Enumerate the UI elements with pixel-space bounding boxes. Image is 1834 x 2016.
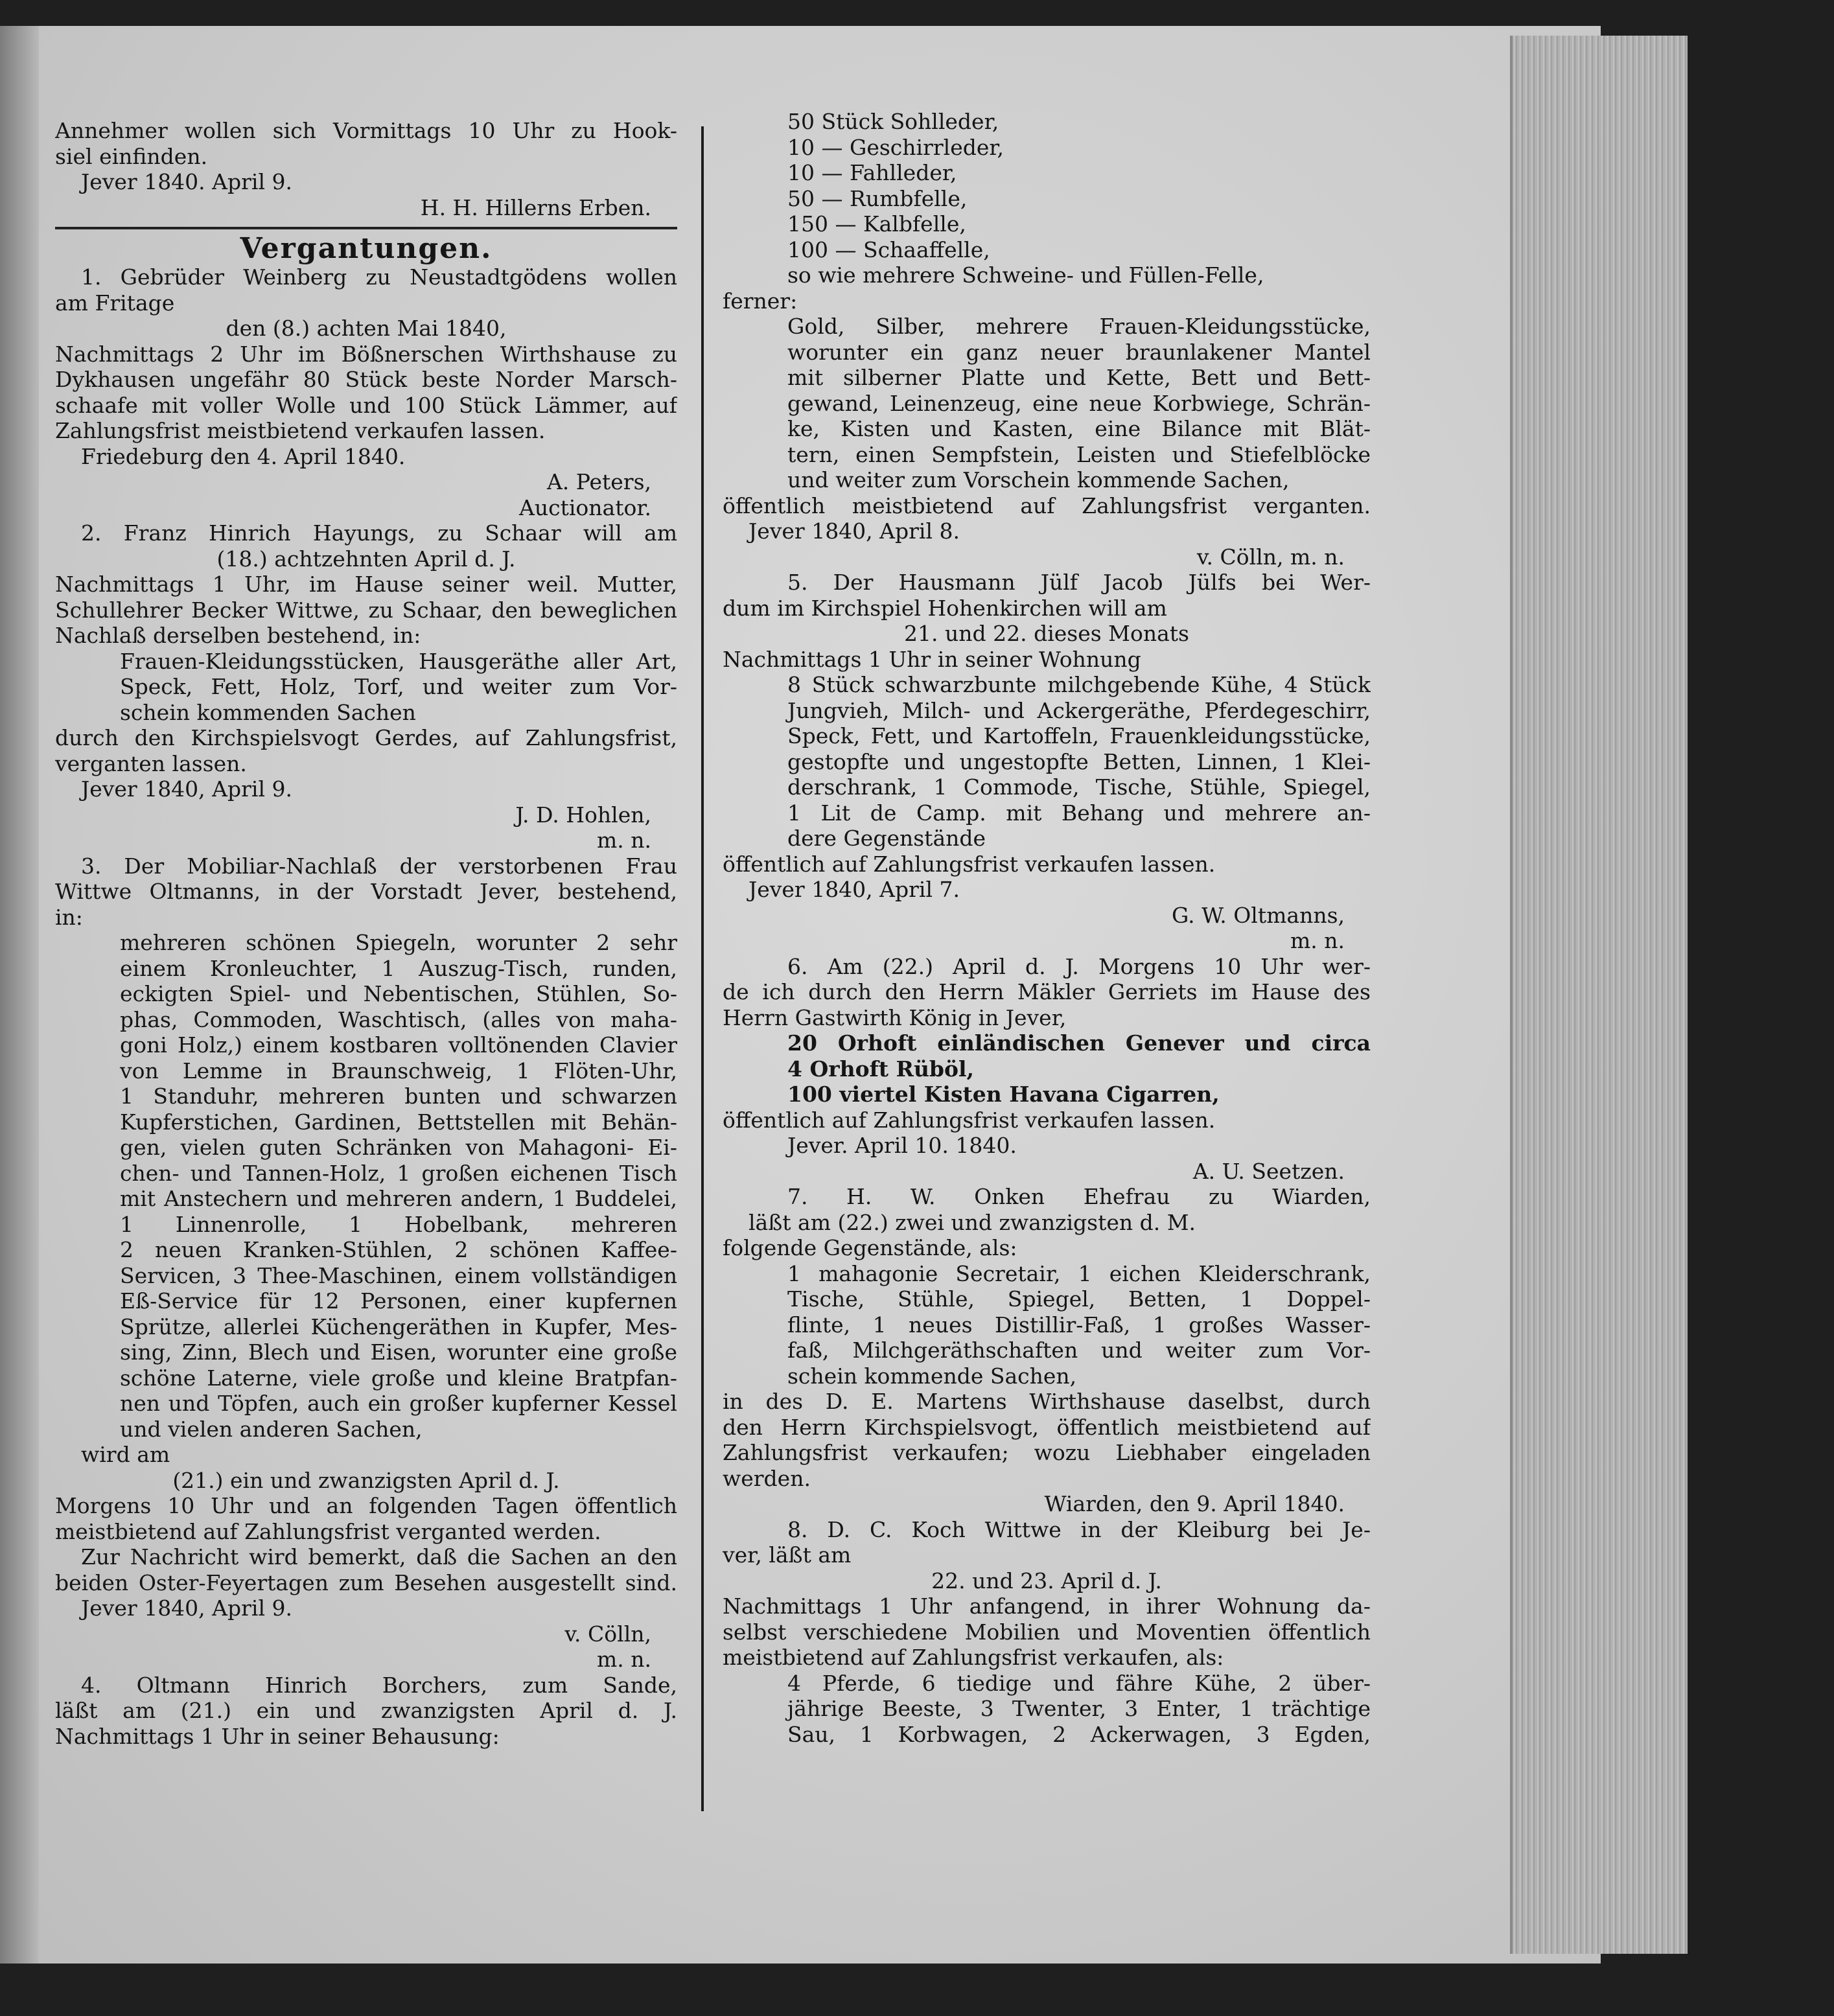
text-line: den (8.) achten Mai 1840, xyxy=(226,316,507,341)
text-line: Jungvieh, Milch- und Ackergeräthe, Pferdegeschirr, xyxy=(787,697,1371,723)
text-line: 21. und 22. dieses Monats xyxy=(904,621,1189,646)
text-line: Servicen, 3 Thee-Maschinen, einem vollständigen xyxy=(120,1262,677,1288)
text-line: 1 mahagonie Secretair, 1 eichen Kleiderschrank, xyxy=(787,1260,1371,1286)
text-line: 1. Gebrüder Weinberg zu Neustadtgödens wollen xyxy=(81,264,677,290)
text-line: Annehmer wollen sich Vormittags 10 Uhr zu Hook- xyxy=(55,118,677,143)
text-line: öffentlich auf Zahlungsfrist verkaufen lassen. xyxy=(723,1107,1216,1133)
right-text-column xyxy=(723,109,1371,1747)
column-divider xyxy=(701,126,704,1811)
text-line: ferner: xyxy=(723,288,798,314)
text-line: Tische, Stühle, Spiegel, Betten, 1 Doppel- xyxy=(787,1286,1371,1312)
text-line: Wiarden, den 9. April 1840. xyxy=(1044,1491,1345,1516)
text-line: 20 Orhoft einländischen Genever und circa xyxy=(787,1030,1371,1056)
text-line: Zur Nachricht wird bemerkt, daß die Sachen an den xyxy=(81,1544,677,1570)
text-line: Eß-Service für 12 Personen, einer kupfernen xyxy=(120,1288,677,1314)
text-line: 8. D. C. Koch Wittwe in der Kleiburg bei Je- xyxy=(787,1516,1371,1542)
text-line: gen, vielen guten Schränken von Mahagoni- Ei- xyxy=(120,1135,677,1160)
text-line: tern, einen Sempfstein, Leisten und Stiefelblöcke xyxy=(787,441,1371,467)
text-line: 5. Der Hausmann Jülf Jacob Jülfs bei Wer- xyxy=(787,570,1371,595)
text-line: Nachlaß derselben bestehend, in: xyxy=(55,623,421,648)
text-line: Wittwe Oltmanns, in der Vorstadt Jever, bestehend, xyxy=(55,879,677,904)
text-line: Friedeburg den 4. April 1840. xyxy=(81,443,406,469)
text-line: faß, Milchgeräthschaften und weiter zum Vor- xyxy=(787,1338,1371,1363)
text-line: meistbietend auf Zahlungsfrist verkaufen, als: xyxy=(723,1645,1224,1670)
book-gutter xyxy=(0,26,39,1964)
text-line: 2. Franz Hinrich Hayungs, zu Schaar will am xyxy=(81,520,677,546)
text-line: mit silberner Platte und Kette, Bett und Bett- xyxy=(787,365,1371,390)
text-line: m. n. xyxy=(596,1647,651,1672)
text-line: H. H. Hillerns Erben. xyxy=(420,194,651,220)
text-line: 150 — Kalbfelle, xyxy=(787,211,966,237)
text-line: von Lemme in Braunschweig, 1 Flöten-Uhr, xyxy=(120,1058,677,1083)
text-line: 50 Stück Sohlleder, xyxy=(787,109,999,134)
text-line: Sau, 1 Korbwagen, 2 Ackerwagen, 3 Egden, xyxy=(787,1721,1371,1747)
text-line: beiden Oster-Feyertagen zum Besehen ausgestellt sind. xyxy=(55,1570,677,1595)
text-line: mehreren schönen Spiegeln, worunter 2 sehr xyxy=(120,930,677,955)
text-line: Jever 1840, April 9. xyxy=(81,776,292,802)
text-line: am Fritage xyxy=(55,290,175,316)
text-line: 3. Der Mobiliar-Nachlaß der verstorbenen Frau xyxy=(81,853,677,879)
text-line: selbst verschiedene Mobilien und Moventien öffentlich xyxy=(723,1619,1371,1645)
text-line: 1 Lit de Camp. mit Behang und mehrere an- xyxy=(787,800,1371,826)
text-line: 4. Oltmann Hinrich Borchers, zum Sande, xyxy=(81,1672,677,1698)
text-line: m. n. xyxy=(596,828,651,853)
text-line: meistbietend auf Zahlungsfrist verganted werden. xyxy=(55,1518,601,1544)
text-line: gewand, Leinenzeug, eine neue Korbwiege, Schrän- xyxy=(787,390,1371,416)
text-line: eckigten Spiel- und Nebentischen, Stühlen, So- xyxy=(120,981,677,1006)
text-line: verganten lassen. xyxy=(55,750,247,776)
left-text-column xyxy=(55,118,677,1749)
text-line: Herrn Gastwirth König in Jever, xyxy=(723,1004,1067,1030)
text-line: Jever 1840, April 8. xyxy=(749,518,960,544)
text-line: worunter ein ganz neuer braunlakener Mantel xyxy=(787,339,1371,365)
text-line: v. Cölln, xyxy=(564,1621,651,1647)
text-line: 100 — Schaaffelle, xyxy=(787,237,990,262)
text-line: einem Kronleuchter, 1 Auszug-Tisch, runden, xyxy=(120,955,677,981)
text-line: Zahlungsfrist meistbietend verkaufen lassen. xyxy=(55,418,546,443)
text-line: siel einfinden. xyxy=(55,143,208,169)
text-line: Dykhausen ungefähr 80 Stück beste Norder Marsch- xyxy=(55,367,677,392)
text-line: Jever 1840, April 7. xyxy=(749,877,960,902)
text-line: 7. H. W. Onken Ehefrau zu Wiarden, xyxy=(787,1184,1371,1209)
text-line: 4 Orhoft Rüböl, xyxy=(787,1056,975,1082)
text-line: 4 Pferde, 6 tiedige und fähre Kühe, 2 über- xyxy=(787,1670,1371,1696)
text-line: 50 — Rumbfelle, xyxy=(787,185,968,211)
text-line: Speck, Fett, Holz, Torf, und weiter zum Vor- xyxy=(120,674,677,699)
text-line: läßt am (21.) ein und zwanzigsten April d. J. xyxy=(55,1698,677,1723)
text-line: schaafe mit voller Wolle und 100 Stück Lämmer, auf xyxy=(55,392,677,418)
text-line: den Herrn Kirchspielsvogt, öffentlich meistbietend auf xyxy=(723,1414,1371,1440)
text-line: 100 viertel Kisten Havana Cigarren, xyxy=(787,1082,1220,1107)
text-line: ke, Kisten und Kasten, eine Bilance mit Blät- xyxy=(787,416,1371,441)
text-line: 1 Standuhr, mehreren bunten und schwarzen xyxy=(120,1083,677,1109)
text-line: öffentlich meistbietend auf Zahlungsfrist verganten. xyxy=(723,492,1371,518)
text-line: so wie mehrere Schweine- und Füllen-Felle, xyxy=(787,262,1264,288)
text-line: Frauen-Kleidungsstücken, Hausgeräthe aller Art, xyxy=(120,648,677,674)
text-line: in des D. E. Martens Wirthshause daselbst, durch xyxy=(723,1389,1371,1414)
text-line: m. n. xyxy=(1290,928,1345,953)
text-line: und vielen anderen Sachen, xyxy=(120,1416,423,1442)
text-line: Kupferstichen, Gardinen, Bettstellen mit Behän- xyxy=(120,1109,677,1135)
text-line: Schullehrer Becker Wittwe, zu Schaar, den beweglichen xyxy=(55,597,677,623)
text-line: nen und Töpfen, auch ein großer kupferner Kessel xyxy=(120,1391,677,1416)
text-line: schein kommenden Sachen xyxy=(120,699,416,725)
text-line: (18.) achtzehnten April d. J. xyxy=(216,546,516,572)
text-line: Nachmittags 1 Uhr in seiner Behausung: xyxy=(55,1723,500,1749)
text-line: 2 neuen Kranken-Stühlen, 2 schönen Kaffee- xyxy=(120,1237,677,1262)
text-line: Zahlungsfrist verkaufen; wozu Liebhaber eingeladen xyxy=(723,1440,1371,1465)
text-line: G. W. Oltmanns, xyxy=(1171,902,1345,928)
text-line: goni Holz,) einem kostbaren volltönenden Clavier xyxy=(120,1032,677,1058)
text-line: phas, Commoden, Waschtisch, (alles von maha- xyxy=(120,1006,677,1032)
text-line: 8 Stück schwarzbunte milchgebende Kühe, 4 Stück xyxy=(787,672,1371,697)
text-line: Speck, Fett, und Kartoffeln, Frauenkleidungsstücke, xyxy=(787,723,1371,748)
text-line: ver, läßt am xyxy=(723,1542,852,1568)
text-line: 1 Linnenrolle, 1 Hobelbank, mehreren xyxy=(120,1211,677,1237)
text-line: A. U. Seetzen. xyxy=(1192,1158,1345,1184)
text-line: Nachmittags 1 Uhr anfangend, in ihrer Wohnung da- xyxy=(723,1593,1371,1619)
text-line: flinte, 1 neues Distillir-Faß, 1 großes Wasser- xyxy=(787,1312,1371,1338)
text-line: werden. xyxy=(723,1465,811,1491)
text-line: dere Gegenstände xyxy=(787,826,986,851)
text-line: chen- und Tannen-Holz, 1 großen eichenen Tisch xyxy=(120,1160,677,1186)
text-line: öffentlich auf Zahlungsfrist verkaufen lassen. xyxy=(723,851,1216,877)
text-line: derschrank, 1 Commode, Tische, Stühle, Spiegel, xyxy=(787,774,1371,800)
text-line: schein kommende Sachen, xyxy=(787,1363,1077,1389)
text-line: Nachmittags 1 Uhr, im Hause seiner weil. Mutter, xyxy=(55,572,677,597)
text-line: wird am xyxy=(81,1442,170,1467)
text-line: v. Cölln, m. n. xyxy=(1196,544,1345,570)
section-rule xyxy=(55,227,677,229)
text-line: gestopfte und ungestopfte Betten, Linnen, 1 Klei- xyxy=(787,748,1371,774)
book-fore-edge xyxy=(1510,36,1688,1954)
text-line: 6. Am (22.) April d. J. Morgens 10 Uhr wer- xyxy=(787,953,1371,979)
text-line: Gold, Silber, mehrere Frauen-Kleidungsstücke, xyxy=(787,314,1371,339)
text-line: in: xyxy=(55,904,83,930)
text-line: A. Peters, xyxy=(546,469,651,494)
text-line: schöne Laterne, viele große und kleine Bratpfan- xyxy=(120,1365,677,1391)
text-line: dum im Kirchspiel Hohenkirchen will am xyxy=(723,595,1167,621)
text-line: Jever 1840, April 9. xyxy=(81,1595,292,1621)
text-line: jährige Beeste, 3 Twenter, 3 Enter, 1 trächtige xyxy=(787,1696,1371,1721)
text-line: durch den Kirchspielsvogt Gerdes, auf Zahlungsfrist, xyxy=(55,725,677,750)
text-line: folgende Gegenstände, als: xyxy=(723,1235,1017,1260)
text-line: de ich durch den Herrn Mäkler Gerriets im Hause des xyxy=(723,979,1371,1004)
text-line: Jever. April 10. 1840. xyxy=(787,1133,1017,1158)
text-line: Nachmittags 2 Uhr im Bößnerschen Wirthshause zu xyxy=(55,341,677,367)
text-line: Vergantungen. xyxy=(240,233,493,264)
text-line: Auctionator. xyxy=(519,494,651,520)
text-line: J. D. Hohlen, xyxy=(515,802,651,828)
text-line: Jever 1840. April 9. xyxy=(81,169,292,194)
text-line: sing, Zinn, Blech und Eisen, worunter eine große xyxy=(120,1339,677,1365)
text-line: läßt am (22.) zwei und zwanzigsten d. M. xyxy=(749,1209,1196,1235)
text-line: Sprütze, allerlei Küchengeräthen in Kupfer, Mes- xyxy=(120,1314,677,1339)
text-line: mit Anstechern und mehreren andern, 1 Buddelei, xyxy=(120,1186,677,1211)
text-line: 10 — Fahlleder, xyxy=(787,160,957,185)
text-line: 22. und 23. April d. J. xyxy=(931,1568,1162,1593)
text-line: (21.) ein und zwanzigsten April d. J. xyxy=(172,1467,560,1493)
text-line: 10 — Geschirrleder, xyxy=(787,134,1004,160)
text-line: und weiter zum Vorschein kommende Sachen, xyxy=(787,467,1290,492)
text-line: Morgens 10 Uhr und an folgenden Tagen öffentlich xyxy=(55,1493,677,1518)
text-line: Nachmittags 1 Uhr in seiner Wohnung xyxy=(723,646,1141,672)
